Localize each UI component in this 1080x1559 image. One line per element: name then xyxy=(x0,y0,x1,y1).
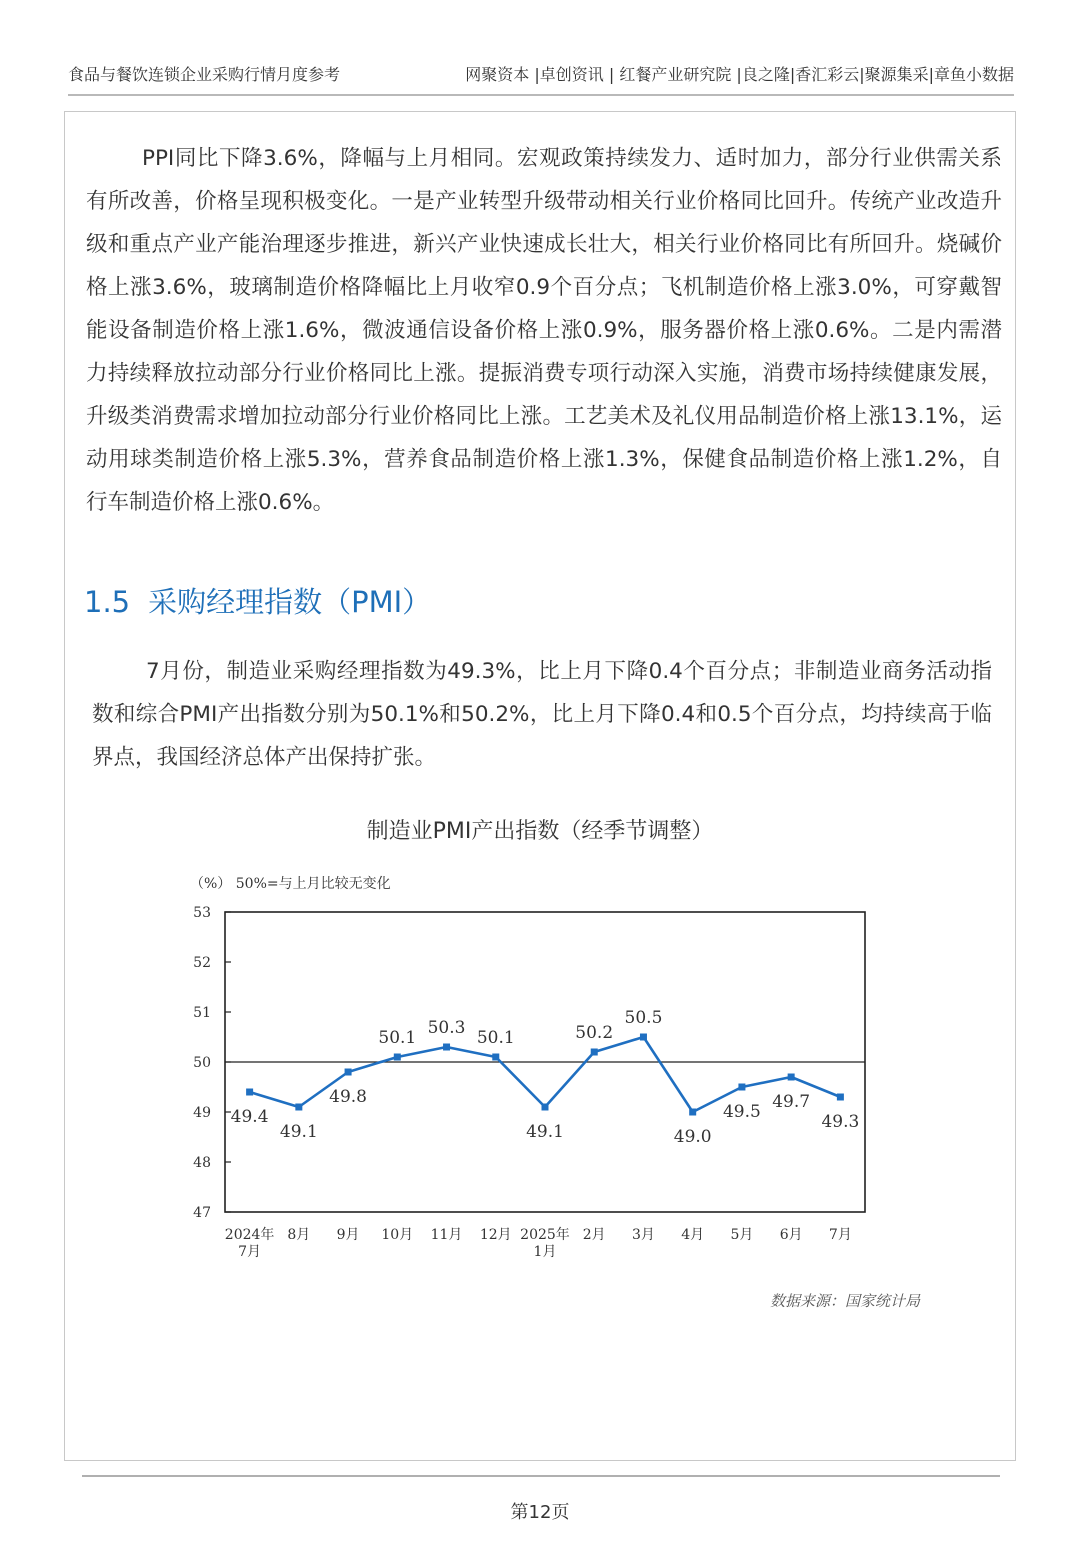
x-tick-label: 2025年 xyxy=(520,1227,570,1243)
x-tick-label: 2月 xyxy=(582,1227,606,1243)
x-tick-label: 10月 xyxy=(381,1227,414,1243)
x-tick-label: 5月 xyxy=(730,1227,754,1243)
data-label: 49.1 xyxy=(279,1122,318,1142)
data-point xyxy=(738,1084,745,1091)
x-tick-label: 9月 xyxy=(336,1227,360,1243)
y-tick-label: 53 xyxy=(193,905,211,921)
data-label: 50.1 xyxy=(476,1028,515,1048)
y-tick-label: 47 xyxy=(193,1205,211,1221)
pmi-line-chart xyxy=(180,866,900,1276)
y-tick-label: 49 xyxy=(193,1105,211,1121)
data-point xyxy=(837,1094,844,1101)
ppi-paragraph: PPI同比下降3.6%，降幅与上月相同。宏观政策持续发力、适时加力，部分行业供需关系有所改善，价格呈现积极变化。一是产业转型升级带动相关行业价格同比回升。传统产业改造升级和重点产业产能治理逐步推进，新兴产业快速成长壮大，相关行业价格同比有所回升。烧碱价格上涨3.6%，玻璃制造价格降幅比上月收窄0.9个百分点；飞机制造价格上涨3.0%，可穿戴智能设备制造价格上涨1.6%，微波通信设备价格上涨0.9%，服务器价格上涨0.6%。二是内需潜力持续释放拉动部分行业价格同比上涨。提振消费专项行动深入实施，消费市场持续健康发展，升级类消费需求增加拉动部分行业价格同比上涨。工艺美术及礼仪用品制造价格上涨13.1%，运动用球类制造价格上涨5.3%，营养食品制造价格上涨1.3%，保健食品制造价格上涨1.2%，自行车制造价格上涨0.6%。 xyxy=(86,146,1002,515)
data-label: 49.5 xyxy=(722,1102,761,1122)
pmi-paragraph: 7月份，制造业采购经理指数为49.3%，比上月下降0.4个百分点；非制造业商务活动指数和综合PMI产出指数分别为50.1%和50.2%，比上月下降0.4和0.5个百分点，均持续高于临界点，我国经济总体产出保持扩张。 xyxy=(92,659,992,770)
x-tick-label: 2024年 xyxy=(224,1227,275,1243)
page-header xyxy=(68,62,1014,88)
x-tick-label: 3月 xyxy=(632,1227,655,1243)
y-tick-label: 52 xyxy=(193,955,211,971)
section-title: 采购经理指数（PMI） xyxy=(148,585,432,619)
data-label: 49.7 xyxy=(772,1092,811,1112)
data-point xyxy=(394,1054,401,1061)
data-point xyxy=(640,1034,647,1041)
y-tick-label: 50 xyxy=(193,1055,211,1071)
data-label: 50.1 xyxy=(378,1028,417,1048)
x-tick-label: 11月 xyxy=(430,1227,463,1243)
data-label: 49.8 xyxy=(329,1087,368,1107)
data-point xyxy=(492,1054,499,1061)
data-point xyxy=(788,1074,795,1081)
x-tick-label: 1月 xyxy=(533,1244,557,1260)
data-label: 50.5 xyxy=(624,1008,663,1028)
page-number: 第12页 xyxy=(510,1502,570,1523)
header-report-title: 食品与餐饮连锁企业采购行情月度参考 xyxy=(68,65,341,84)
x-tick-label: 6月 xyxy=(779,1227,803,1243)
y-tick-label: 48 xyxy=(193,1155,211,1171)
y-tick-label: 51 xyxy=(193,1005,211,1021)
chart-title: 制造业PMI产出指数（经季节调整） xyxy=(366,819,714,844)
footer-divider xyxy=(82,1475,1000,1477)
data-label: 49.3 xyxy=(821,1112,860,1132)
x-tick-label: 7月 xyxy=(238,1244,262,1260)
data-point xyxy=(345,1069,352,1076)
header-divider xyxy=(68,94,1014,96)
data-point xyxy=(591,1049,598,1056)
data-point xyxy=(689,1109,696,1116)
data-label: 50.2 xyxy=(575,1023,614,1043)
data-point xyxy=(542,1104,549,1111)
data-label: 49.4 xyxy=(230,1107,269,1127)
section-heading xyxy=(84,580,431,621)
x-tick-label: 8月 xyxy=(287,1227,311,1243)
data-point xyxy=(295,1104,302,1111)
x-tick-label: 7月 xyxy=(828,1227,852,1243)
section-number: 1.5 xyxy=(84,585,131,619)
chart-unit-note: （%） 50%=与上月比较无变化 xyxy=(190,876,391,892)
x-tick-label: 4月 xyxy=(681,1227,705,1243)
header-partners: 网聚资本 |卓创资讯 | 红餐产业研究院 |良之隆|香汇彩云|聚源集采|章鱼小数据 xyxy=(465,65,1014,84)
data-point xyxy=(443,1044,450,1051)
data-point xyxy=(246,1089,253,1096)
data-label: 49.1 xyxy=(526,1122,564,1142)
chart-source: 数据来源：国家统计局 xyxy=(770,1292,921,1310)
data-label: 50.3 xyxy=(427,1018,466,1038)
x-tick-label: 12月 xyxy=(479,1227,512,1243)
data-label: 49.0 xyxy=(673,1127,712,1147)
